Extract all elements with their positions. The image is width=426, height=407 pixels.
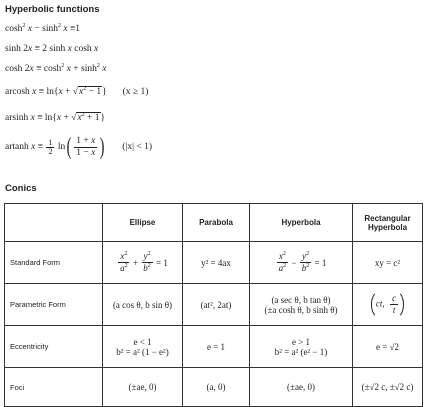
identity-cosh-2x: $\cosh 2x \equiv \cosh^2 x + \sinh^2 x$	[5, 63, 107, 74]
rect-hyperbola-foci: (±√2 c, ±√2 c)	[353, 368, 423, 407]
ellipse-standard: $\frac{x^2}{a^2}$ + $\frac{y^2}{b^2}$ = 1	[103, 242, 183, 284]
rect-hyperbola-eccentricity: e = √2	[353, 326, 423, 368]
hyperbolic-section-title: Hyperbolic functions	[5, 4, 100, 15]
artanh-domain-note: (|x| < 1)	[122, 142, 153, 152]
header-ellipse: Ellipse	[103, 204, 183, 242]
ellipse-parametric: (a cos θ, b sin θ)	[103, 284, 183, 326]
table-row	[5, 326, 423, 368]
header-hyperbola: Hyperbola	[250, 204, 353, 242]
hyperbola-parametric	[250, 284, 353, 326]
table-row	[5, 242, 423, 284]
conics-table	[4, 203, 423, 407]
arcosh-domain-note: (x ≥ 1)	[122, 86, 149, 97]
formula-artanh: artanh x ≡ $\frac{1}{2}$ ln ( $\frac{1 + x}{1 - x}$ ) (|x| < 1)	[5, 134, 153, 160]
identity-cosh-sinh: $\cosh^2 x - \sinh^2 x \equiv 1$	[5, 23, 81, 34]
table-header-row	[5, 204, 423, 242]
ellipse-foci: (±ae, 0)	[103, 368, 183, 407]
parabola-parametric: (at², 2at)	[183, 284, 250, 326]
ellipse-b-relation: b² = a² (1 − e²)	[116, 346, 169, 357]
hyperbola-parametric-sec: (a sec θ, b tan θ)	[271, 294, 331, 305]
rowhead-standard-form: Standard Form	[5, 242, 103, 284]
hyperbola-parametric-cosh: (±a cosh θ, b sinh θ)	[264, 304, 338, 315]
hyperbola-b-relation: b² = a² (e² − 1)	[274, 346, 328, 357]
hyperbola-foci: (±ae, 0)	[250, 368, 353, 407]
hyperbola-standard: $\frac{x^2}{a^2}$ − $\frac{y^2}{b^2}$ = 1	[250, 242, 353, 284]
rowhead-eccentricity: Eccentricity	[5, 326, 103, 368]
identity-sinh-2x: sinh 2x ≡ 2 sinh x cosh x	[5, 44, 99, 54]
parabola-foci: (a, 0)	[183, 368, 250, 407]
table-row	[5, 368, 423, 407]
formula-arsinh: arsinh x ≡ ln{x + √ $x^2 + 1$ }	[5, 112, 106, 123]
rowhead-parametric-form: Parametric Form	[5, 284, 103, 326]
parabola-eccentricity: e = 1	[183, 326, 250, 368]
rect-hyperbola-standard: xy = c²	[353, 242, 423, 284]
table-row	[5, 284, 423, 326]
hyperbola-eccentricity	[250, 326, 353, 368]
formula-arcosh: arcosh x ≡ ln{x + √ $x^2 - 1$ } (x ≥ 1)	[5, 86, 149, 97]
ellipse-eccentricity	[103, 326, 183, 368]
ellipse-e-range: e < 1	[133, 336, 152, 347]
header-parabola: Parabola	[183, 204, 250, 242]
parabola-standard: y² = 4ax	[183, 242, 250, 284]
conics-section-title: Conics	[5, 183, 37, 194]
hyperbola-e-range: e > 1	[291, 336, 311, 347]
header-empty	[5, 204, 103, 242]
rect-hyperbola-parametric: ct, $\frac{c}{t}$	[353, 284, 423, 326]
rowhead-foci: Foci	[5, 368, 103, 407]
header-rectangular-hyperbola: Rectangular Hyperbola	[353, 204, 423, 242]
